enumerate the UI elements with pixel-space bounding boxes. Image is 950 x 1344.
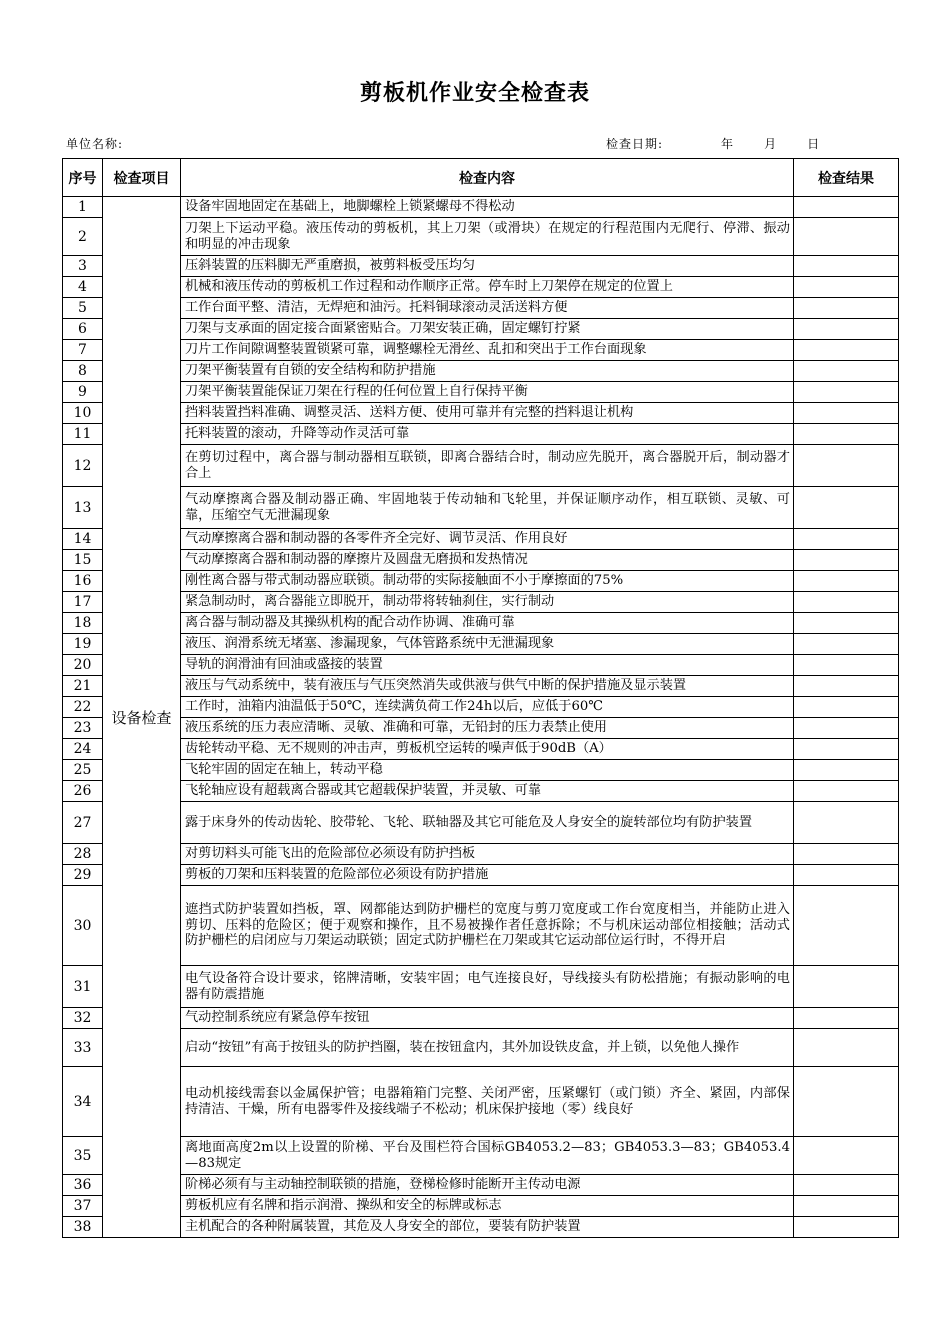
check-result-cell[interactable] <box>794 886 899 966</box>
table-row <box>63 382 899 403</box>
check-content: 齿轮转动平稳、无不规则的冲击声，剪板机空运转的噪声低于90dB（A） <box>181 739 794 760</box>
check-content: 气动摩擦离合器及制动器正确、牢固地装于传动轴和飞轮里，并保证顺序动作，相互联锁、灵敏、可靠，压缩空气无泄漏现象 <box>181 487 794 529</box>
header-row <box>63 159 899 197</box>
row-number: 20 <box>63 655 103 676</box>
row-number: 27 <box>63 802 103 844</box>
table-row <box>63 1067 899 1137</box>
check-content: 飞轮牢固的固定在轴上，转动平稳 <box>181 760 794 781</box>
check-result-cell[interactable] <box>794 613 899 634</box>
check-content: 挡料装置挡料准确、调整灵活、送料方便、使用可靠并有完整的挡料退让机构 <box>181 403 794 424</box>
row-number: 25 <box>63 760 103 781</box>
row-number: 23 <box>63 718 103 739</box>
check-content: 气动摩擦离合器和制动器的摩擦片及圆盘无磨损和发热情况 <box>181 550 794 571</box>
row-number: 10 <box>63 403 103 424</box>
check-content: 液压与气动系统中，装有液压与气压突然消失或供液与供气中断的保护措施及显示装置 <box>181 676 794 697</box>
table-row <box>63 1008 899 1029</box>
table-row <box>63 361 899 382</box>
row-number: 35 <box>63 1137 103 1175</box>
check-result-cell[interactable] <box>794 1196 899 1217</box>
check-result-cell[interactable] <box>794 676 899 697</box>
row-number: 5 <box>63 298 103 319</box>
check-result-cell[interactable] <box>794 197 899 218</box>
check-result-cell[interactable] <box>794 571 899 592</box>
table-row <box>63 592 899 613</box>
table-row <box>63 218 899 256</box>
check-content: 气动控制系统应有紧急停车按钮 <box>181 1008 794 1029</box>
check-result-cell[interactable] <box>794 1008 899 1029</box>
check-result-cell[interactable] <box>794 487 899 529</box>
unit-name-label: 单位名称: <box>66 137 124 151</box>
check-content: 剪板机应有名牌和指示润滑、操纵和安全的标牌或标志 <box>181 1196 794 1217</box>
row-number: 17 <box>63 592 103 613</box>
check-content: 刀架平衡装置能保证刀架在行程的任何位置上自行保持平衡 <box>181 382 794 403</box>
row-number: 13 <box>63 487 103 529</box>
check-result-cell[interactable] <box>794 1067 899 1137</box>
check-content: 液压、润滑系统无堵塞、渗漏现象，气体管路系统中无泄漏现象 <box>181 634 794 655</box>
header-content: 检查内容 <box>181 159 794 197</box>
table-row <box>63 256 899 277</box>
row-number: 11 <box>63 424 103 445</box>
row-number: 26 <box>63 781 103 802</box>
row-number: 15 <box>63 550 103 571</box>
check-content: 飞轮轴应设有超载离合器或其它超载保护装置，并灵敏、可靠 <box>181 781 794 802</box>
check-content: 气动摩擦离合器和制动器的各零件齐全完好、调节灵活、作用良好 <box>181 529 794 550</box>
date-month: 月 <box>764 137 778 151</box>
row-number: 19 <box>63 634 103 655</box>
check-result-cell[interactable] <box>794 718 899 739</box>
row-number: 2 <box>63 218 103 256</box>
row-number: 38 <box>63 1217 103 1238</box>
table-row <box>63 886 899 966</box>
row-number: 12 <box>63 445 103 487</box>
row-number: 36 <box>63 1175 103 1196</box>
table-row <box>63 487 899 529</box>
check-result-cell[interactable] <box>794 1137 899 1175</box>
page-title: 剪板机作业安全检查表 <box>359 81 590 106</box>
check-result-cell[interactable] <box>794 218 899 256</box>
row-number: 28 <box>63 844 103 865</box>
check-content: 离合器与制动器及其操纵机构的配合动作协调、准确可靠 <box>181 613 794 634</box>
check-content: 刚性离合器与带式制动器应联锁。制动带的实际接触面不小于摩擦面的75% <box>181 571 794 592</box>
row-number: 9 <box>63 382 103 403</box>
check-content: 剪板的刀架和压料装置的危险部位必须设有防护措施 <box>181 865 794 886</box>
row-number: 33 <box>63 1029 103 1067</box>
row-number: 4 <box>63 277 103 298</box>
check-content: 压斜装置的压料脚无严重磨损，被剪料板受压均匀 <box>181 256 794 277</box>
inspection-date <box>606 135 820 152</box>
table-row <box>63 781 899 802</box>
check-content: 露于床身外的传动齿轮、胶带轮、飞轮、联轴器及其它可能危及人身安全的旋转部位均有防护装置 <box>181 802 794 844</box>
check-result-cell[interactable] <box>794 739 899 760</box>
category-cell: 设备检查 <box>103 197 181 1238</box>
row-number: 21 <box>63 676 103 697</box>
table-row <box>63 676 899 697</box>
table-row <box>63 655 899 676</box>
row-number: 24 <box>63 739 103 760</box>
table-row <box>63 802 899 844</box>
check-result-cell[interactable] <box>794 966 899 1008</box>
check-content: 离地面高度2m以上设置的阶梯、平台及围栏符合国标GB4053.2—83；GB4053.3—83；GB4053.4—83规定 <box>181 1137 794 1175</box>
check-result-cell[interactable] <box>794 403 899 424</box>
row-number: 6 <box>63 319 103 340</box>
table-row <box>63 445 899 487</box>
row-number: 7 <box>63 340 103 361</box>
check-result-cell[interactable] <box>794 319 899 340</box>
row-number: 16 <box>63 571 103 592</box>
check-content: 机械和液压传动的剪板机工作过程和动作顺序正常。停车时上刀架停在规定的位置上 <box>181 277 794 298</box>
check-result-cell[interactable] <box>794 424 899 445</box>
row-number: 14 <box>63 529 103 550</box>
table-row <box>63 277 899 298</box>
table-row <box>63 739 899 760</box>
check-content: 在剪切过程中，离合器与制动器相互联锁，即离合器结合时，制动应先脱开，离合器脱开后，制动器才合上 <box>181 445 794 487</box>
check-content: 电气设备符合设计要求，铭牌清晰，安装牢固；电气连接良好，导线接头有防松措施；有振动影响的电器有防震措施 <box>181 966 794 1008</box>
table-row <box>63 550 899 571</box>
checklist-body <box>63 197 899 1238</box>
table-row <box>63 319 899 340</box>
check-content: 主机配合的各种附属装置，其危及人身安全的部位，要装有防护装置 <box>181 1217 794 1238</box>
table-row <box>63 403 899 424</box>
row-number: 29 <box>63 865 103 886</box>
check-result-cell[interactable] <box>794 256 899 277</box>
check-result-cell[interactable] <box>794 340 899 361</box>
table-row <box>63 718 899 739</box>
table-row <box>63 634 899 655</box>
check-content: 液压系统的压力表应清晰、灵敏、准确和可靠，无铅封的压力表禁止使用 <box>181 718 794 739</box>
check-content: 紧急制动时，离合器能立即脱开，制动带将转轴刹住，实行制动 <box>181 592 794 613</box>
check-content: 电动机接线需套以金属保护管；电器箱箱门完整、关闭严密，压紧螺钉（或门锁）齐全、紧固，内部保持清洁、干燥，所有电器零件及接线端子不松动；机床保护接地（零）线良好 <box>181 1067 794 1137</box>
check-result-cell[interactable] <box>794 865 899 886</box>
check-result-cell[interactable] <box>794 655 899 676</box>
check-result-cell[interactable] <box>794 550 899 571</box>
check-content: 设备牢固地固定在基础上，地脚螺栓上锁紧螺母不得松动 <box>181 197 794 218</box>
row-number: 37 <box>63 1196 103 1217</box>
table-row <box>63 844 899 865</box>
date-year: 年 <box>721 137 735 151</box>
inspection-date-label: 检查日期: <box>606 137 664 151</box>
header-result: 检查结果 <box>794 159 899 197</box>
check-result-cell[interactable] <box>794 1175 899 1196</box>
table-row <box>63 697 899 718</box>
check-result-cell[interactable] <box>794 781 899 802</box>
check-result-cell[interactable] <box>794 529 899 550</box>
row-number: 31 <box>63 966 103 1008</box>
check-content: 刀架平衡装置有自锁的安全结构和防护措施 <box>181 361 794 382</box>
check-result-cell[interactable] <box>794 1217 899 1238</box>
table-row <box>63 1196 899 1217</box>
row-number: 18 <box>63 613 103 634</box>
header-no: 序号 <box>63 159 103 197</box>
check-result-cell[interactable] <box>794 382 899 403</box>
check-result-cell[interactable] <box>794 298 899 319</box>
check-result-cell[interactable] <box>794 760 899 781</box>
check-content: 遮挡式防护装置如挡板，罩、网都能达到防护栅栏的宽度与剪刀宽度或工作台宽度相当，并能防止进入剪切、压料的危险区；便于观察和操作，且不易被操作者任意拆除；不与机床运动部位相接触；活动式防护栅栏的启闭应与刀架运动联锁；固定式防护栅栏在刀架或其它运动部位运行时，不得开启 <box>181 886 794 966</box>
check-result-cell[interactable] <box>794 634 899 655</box>
table-row <box>63 1175 899 1196</box>
check-content: 对剪切料头可能飞出的危险部位必须设有防护挡板 <box>181 844 794 865</box>
row-number: 34 <box>63 1067 103 1137</box>
header-item: 检查项目 <box>103 159 181 197</box>
check-content: 导轨的润滑油有回油或盛接的装置 <box>181 655 794 676</box>
row-number: 30 <box>63 886 103 966</box>
row-number: 22 <box>63 697 103 718</box>
check-result-cell[interactable] <box>794 592 899 613</box>
check-content: 刀架上下运动平稳。液压传动的剪板机，其上刀架（或滑块）在规定的行程范围内无爬行、停滞、振动和明显的冲击现象 <box>181 218 794 256</box>
check-content: 刀架与支承面的固定接合面紧密贴合。刀架安装正确，固定螺钉拧紧 <box>181 319 794 340</box>
check-result-cell[interactable] <box>794 277 899 298</box>
date-day: 日 <box>807 137 821 151</box>
table-row <box>63 197 899 218</box>
table-row <box>63 424 899 445</box>
table-row <box>63 613 899 634</box>
row-number: 8 <box>63 361 103 382</box>
table-row <box>63 1029 899 1067</box>
row-number: 1 <box>63 197 103 218</box>
check-result-cell[interactable] <box>794 802 899 844</box>
table-row <box>63 865 899 886</box>
table-row <box>63 571 899 592</box>
checklist-table <box>62 158 899 1238</box>
check-result-cell[interactable] <box>794 361 899 382</box>
check-content: 工作时，油箱内油温低于50℃，连续满负荷工作24h以后，应低于60℃ <box>181 697 794 718</box>
check-result-cell[interactable] <box>794 844 899 865</box>
check-result-cell[interactable] <box>794 445 899 487</box>
check-content: 托料装置的滚动，升降等动作灵活可靠 <box>181 424 794 445</box>
table-row <box>63 966 899 1008</box>
table-row <box>63 340 899 361</box>
table-row <box>63 529 899 550</box>
check-content: 工作台面平整、清洁，无焊疤和油污。托料铜球滚动灵活送料方便 <box>181 298 794 319</box>
table-row <box>63 1217 899 1238</box>
check-content: 启动“按钮”有高于按钮头的防护挡圈，装在按钮盒内，其外加设铁皮盒，并上锁，以免他人操作 <box>181 1029 794 1067</box>
check-result-cell[interactable] <box>794 697 899 718</box>
row-number: 32 <box>63 1008 103 1029</box>
table-row <box>63 760 899 781</box>
check-result-cell[interactable] <box>794 1029 899 1067</box>
check-content: 刀片工作间隙调整装置锁紧可靠，调整螺栓无滑丝、乱扣和突出于工作台面现象 <box>181 340 794 361</box>
check-content: 阶梯必须有与主动轴控制联锁的措施，登梯检修时能断开主传动电源 <box>181 1175 794 1196</box>
table-row <box>63 298 899 319</box>
table-row <box>63 1137 899 1175</box>
row-number: 3 <box>63 256 103 277</box>
